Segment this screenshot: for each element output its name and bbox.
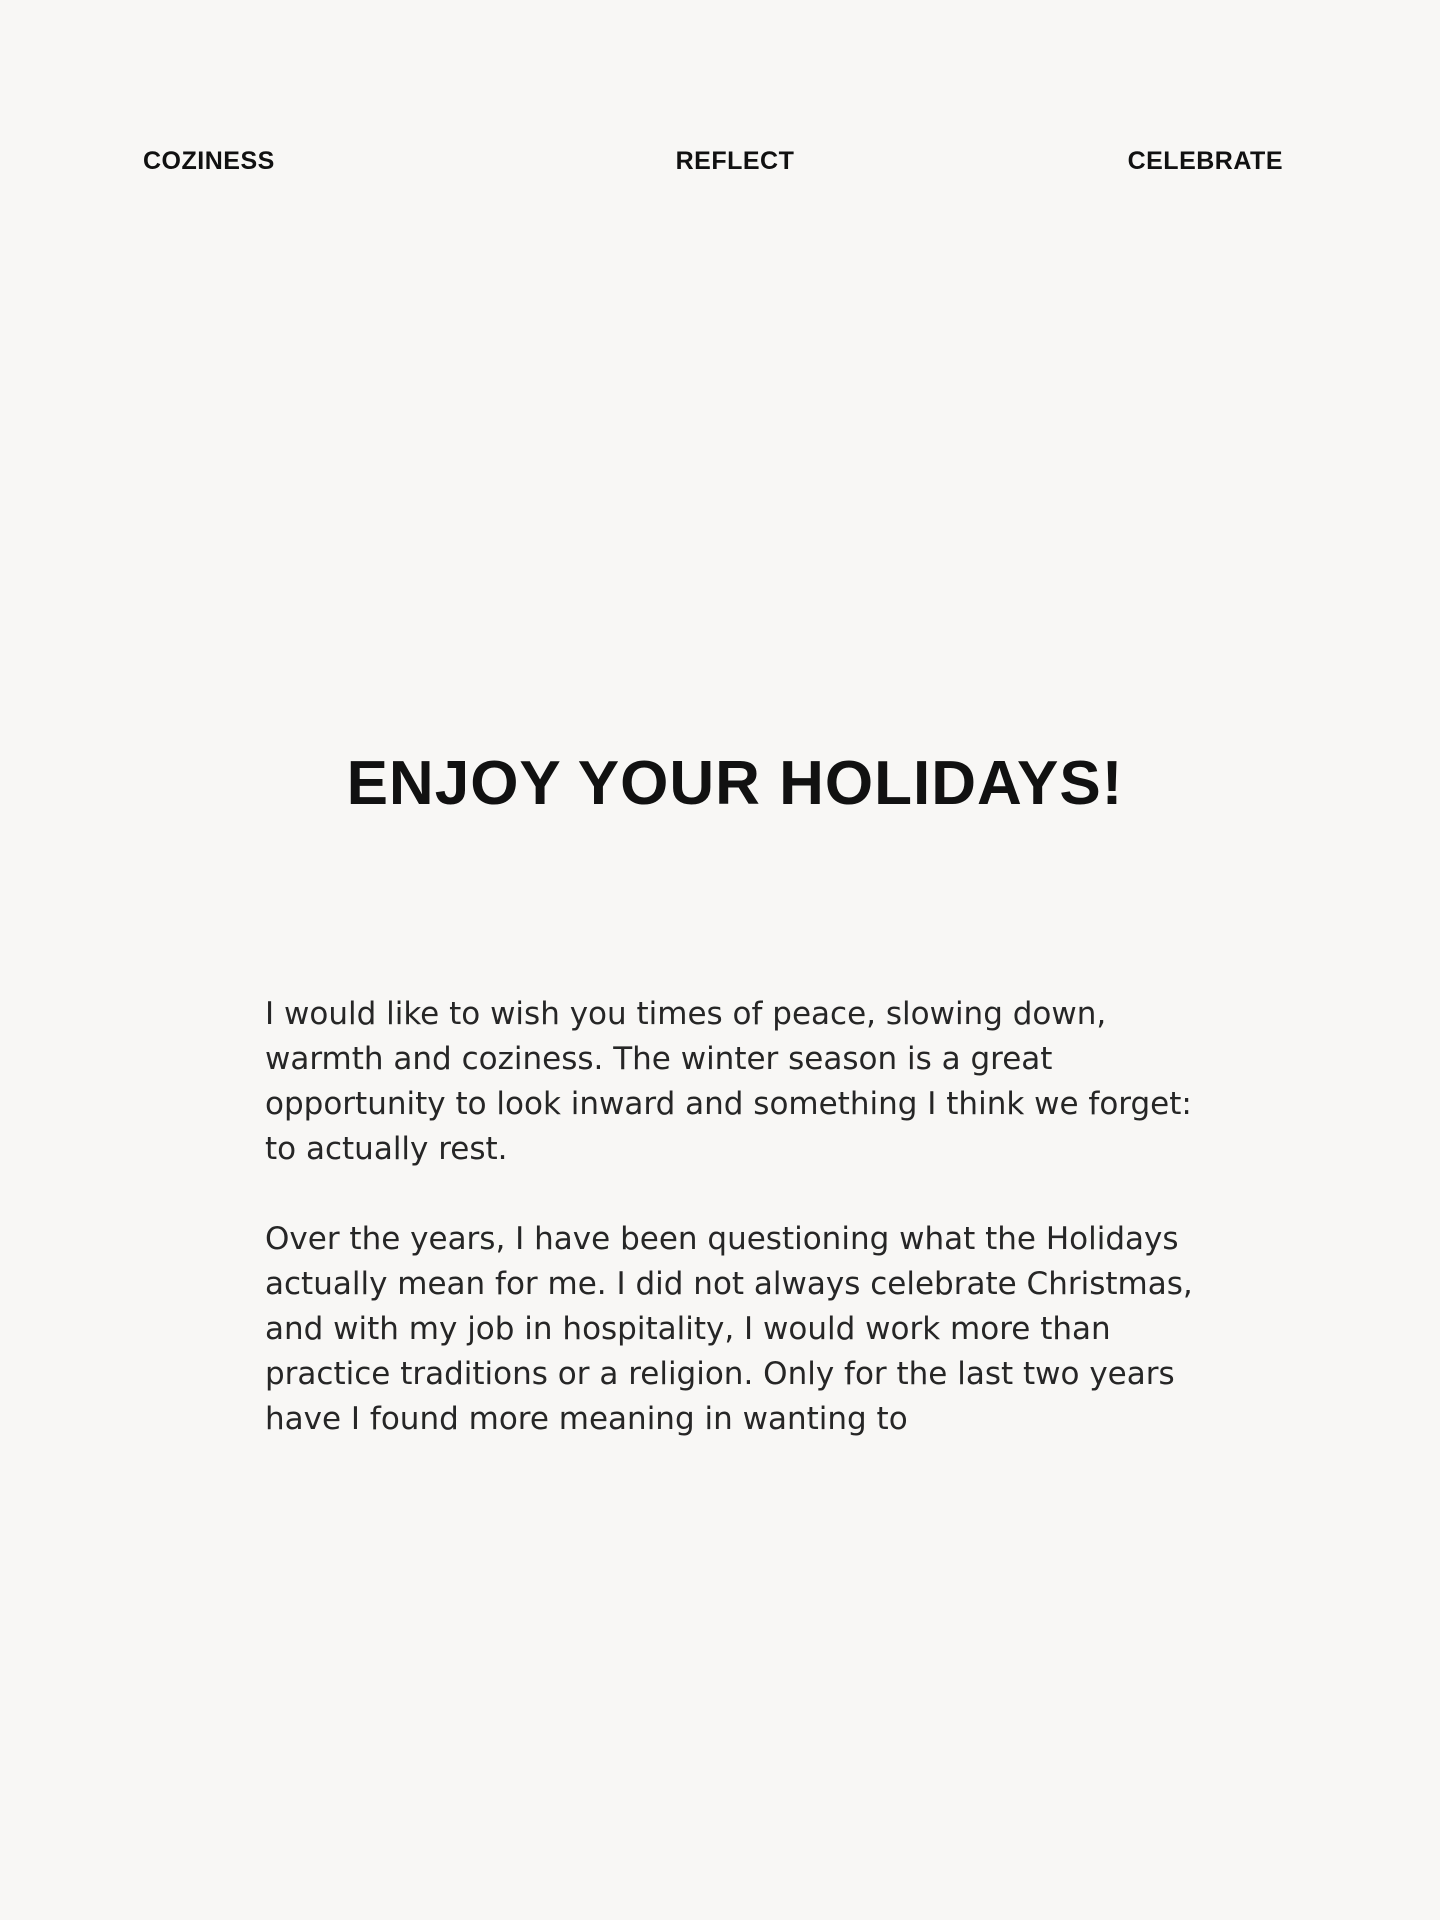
nav-item-celebrate[interactable]: CELEBRATE bbox=[1127, 147, 1283, 175]
top-navigation bbox=[0, 146, 1440, 176]
page-title: ENJOY YOUR HOLIDAYS! bbox=[346, 749, 1124, 818]
nav-item-reflect[interactable]: REFLECT bbox=[675, 147, 795, 175]
paragraph: Over the years, I have been questioning what the Holidays actually mean for me. I did not always celebrate Christmas, and with my job in hospitality, I would work more than practice traditions or a religion. Only for the last two years have I found more meaning in wanting to bbox=[265, 1221, 1193, 1437]
paragraph: I would like to wish you times of peace, slowing down, warmth and coziness. The winter season is a great opportunity to look inward and something I think we forget: to actually rest. bbox=[265, 996, 1192, 1167]
nav-item-coziness[interactable]: COZINESS bbox=[143, 147, 275, 175]
article-body bbox=[265, 992, 1215, 1487]
